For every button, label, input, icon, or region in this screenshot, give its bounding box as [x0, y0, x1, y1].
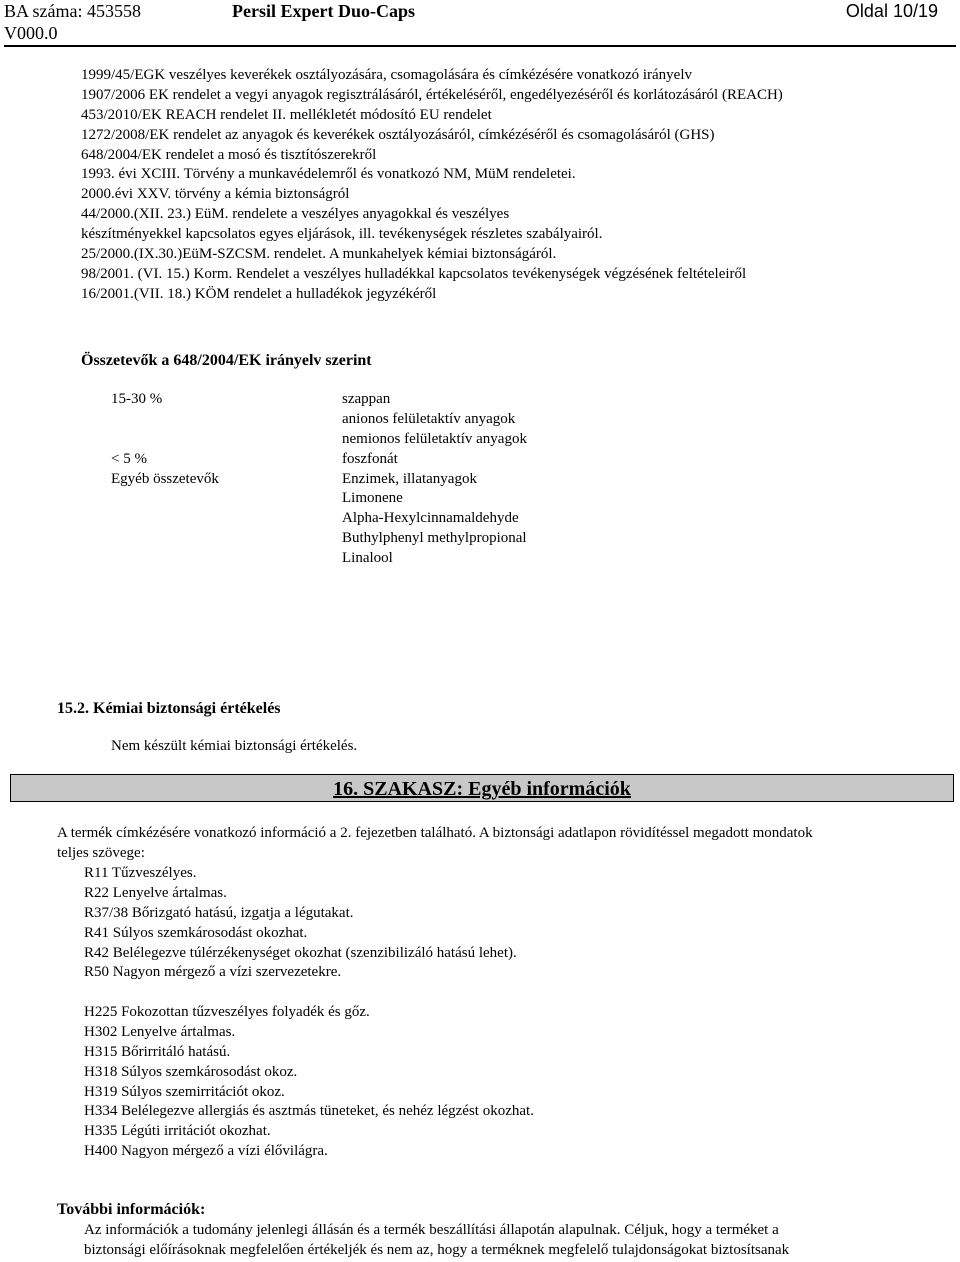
further-info-line: Az információk a tudomány jelenlegi állásán és a termék beszállítási állapotán alapulnak. Céljuk, hogy a terméket a: [84, 1222, 779, 1238]
h-phrases-list: [84, 1003, 534, 1162]
intro-line: A termék címkézésére vonatkozó információ a 2. fejezetben található. A biztonsági adatlapon rövidítéssel megadott mondatok: [57, 825, 813, 841]
ingredient-name: Buthylphenyl methylpropional: [342, 530, 527, 547]
product-name: Persil Expert Duo-Caps: [232, 1, 415, 21]
regulation-line: 1993. évi XCIII. Törvény a munkavédelemről és vonatkozó NM, MüM rendeletei.: [81, 166, 576, 183]
ingredient-range: [111, 529, 219, 549]
ingredient-range: [111, 509, 219, 529]
ingredient-name: anionos felületaktív anyagok: [342, 410, 516, 427]
ingredient-name-column: [342, 390, 527, 569]
ingredient-range: 15-30 %: [111, 391, 163, 407]
r-phrase: R50 Nagyon mérgező a vízi szervezetekre.: [84, 964, 342, 981]
regulations-list: [81, 66, 783, 305]
ingredient-name: Limonene: [342, 490, 403, 507]
ingredient-name: foszfonát: [342, 450, 398, 467]
h-phrase: H225 Fokozottan tűzveszélyes folyadék és gőz.: [84, 1004, 370, 1020]
ingredient-range-column: [111, 390, 219, 569]
regulation-line: 1999/45/EGK veszélyes keverékek osztályozására, csomagolására és címkézésére vonatkozó irányelv: [81, 67, 692, 83]
ingredient-name: nemionos felületaktív anyagok: [342, 430, 527, 447]
h-phrase: H319 Súlyos szemirritációt okoz.: [84, 1083, 285, 1100]
ingredient-name: Alpha-Hexylcinnamaldehyde: [342, 510, 519, 527]
r-phrase: R42 Belélegezve túlérzékenységet okozhat (szenzibilizáló hatású lehet).: [84, 944, 517, 961]
ingredient-name: Enzimek, illatanyagok: [342, 470, 477, 487]
h-phrase: H335 Légúti irritációt okozhat.: [84, 1123, 271, 1140]
ingredient-range: Egyéb összetevők: [111, 470, 219, 487]
ingredient-range: < 5 %: [111, 450, 147, 467]
header-divider: [4, 45, 956, 47]
regulation-line: készítményekkel kapcsolatos egyes eljárások, ill. tevékenységek részletes szabályairól.: [81, 226, 603, 243]
regulation-line: 25/2000.(IX.30.)EüM-SZCSM. rendelet. A munkahelyek kémiai biztonságáról.: [81, 246, 557, 263]
regulation-line: 98/2001. (VI. 15.) Korm. Rendelet a veszélyes hulladékkal kapcsolatos tevékenységek végzésének feltételeiről: [81, 265, 747, 282]
document-number: BA száma: 453558: [4, 1, 141, 21]
section-16-banner: [10, 774, 954, 802]
r-phrases-list: [84, 864, 517, 983]
further-info-text: [84, 1221, 789, 1261]
regulation-line: 16/2001.(VII. 18.) KÖM rendelet a hulladékok jegyzékéről: [81, 285, 437, 302]
page-number: Oldal 10/19: [845, 1, 938, 21]
intro-line: teljes szövege:: [57, 844, 145, 861]
regulation-line: 1907/2006 EK rendelet a vegyi anyagok regisztrálásáról, értékeléséről, engedélyezéséről és korlátozásáról (REACH): [81, 86, 783, 103]
section-16-title: 16. SZAKASZ: Egyéb információk: [333, 778, 631, 800]
regulation-line: 1272/2008/EK rendelet az anyagok és keverékek osztályozásáról, címkézéséről és csomagolásáról (GHS): [81, 126, 715, 143]
ingredient-range: [111, 489, 219, 509]
section-16-intro: [57, 824, 813, 864]
r-phrase: R37/38 Bőrizgató hatású, izgatja a légutakat.: [84, 904, 354, 921]
ingredient-name: Linalool: [342, 550, 393, 567]
h-phrase: H302 Lenyelve ártalmas.: [84, 1023, 236, 1040]
h-phrase: H315 Bőrirritáló hatású.: [84, 1043, 231, 1060]
ingredient-name: szappan: [342, 391, 391, 407]
further-info-line: biztonsági előírásoknak megfelelően értékeljék és nem az, hogy a terméknek megfelelő tulajdonságokat biztosítsanak: [84, 1241, 790, 1258]
further-info-title: További információk:: [57, 1201, 206, 1218]
section-15-2-text: Nem készült kémiai biztonsági értékelés.: [111, 738, 358, 754]
r-phrase: R41 Súlyos szemkárosodást okozhat.: [84, 924, 308, 941]
regulation-line: 453/2010/EK REACH rendelet II. mellékletét módosító EU rendelet: [81, 106, 492, 123]
regulation-line: 44/2000.(XII. 23.) EüM. rendelete a veszélyes anyagokkal és veszélyes: [81, 206, 510, 223]
h-phrase: H334 Belélegezve allergiás és asztmás tüneteket, és nehéz légzést okozhat.: [84, 1103, 534, 1120]
section-15-2-title: 15.2. Kémiai biztonsági értékelés: [57, 700, 281, 717]
r-phrase: R22 Lenyelve ártalmas.: [84, 884, 227, 901]
regulation-line: 648/2004/EK rendelet a mosó és tisztítószerekről: [81, 146, 377, 163]
r-phrase: R11 Tűzveszélyes.: [84, 865, 197, 881]
h-phrase: H400 Nagyon mérgező a vízi élővilágra.: [84, 1143, 328, 1160]
version-number: V000.0: [4, 23, 58, 43]
regulation-line: 2000.évi XXV. törvény a kémia biztonságról: [81, 186, 350, 203]
ingredient-range: [111, 410, 219, 430]
ingredients-title: Összetevők a 648/2004/EK irányelv szerint: [81, 352, 372, 369]
ingredient-range: [111, 549, 219, 569]
h-phrase: H318 Súlyos szemkárosodást okoz.: [84, 1063, 298, 1080]
ingredient-range: [111, 430, 219, 450]
